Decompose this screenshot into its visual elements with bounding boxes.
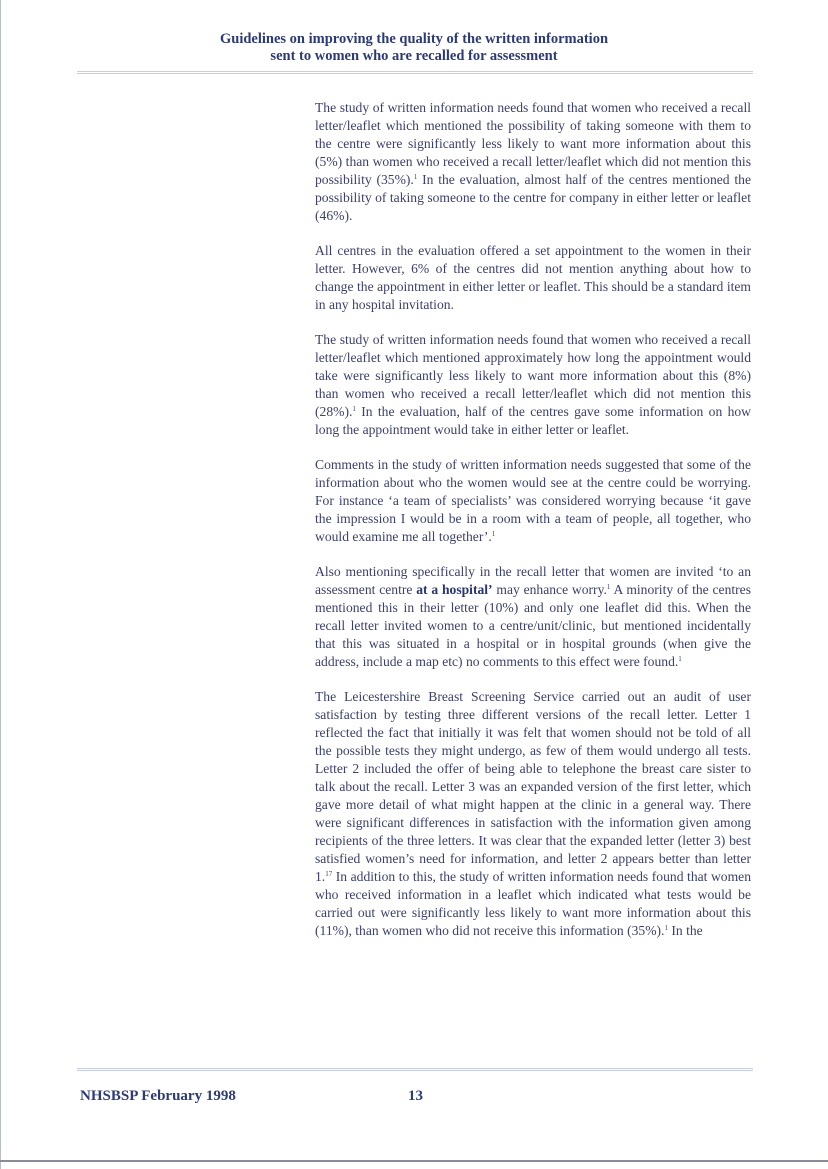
page-number: 13 [408, 1088, 423, 1104]
footer-publication: NHSBSP February 1998 [80, 1088, 236, 1104]
header-title-line-2: sent to women who are recalled for assessment [270, 48, 558, 64]
footer-rule [77, 1068, 753, 1072]
reference-mark: 1 [678, 655, 682, 663]
page-left-edge [0, 0, 1, 1169]
reference-mark: 1 [491, 530, 496, 538]
reference-mark: 1 [664, 924, 668, 932]
paragraph-3: The study of written information needs found that women who received a recall letter/leaflet which mentioned approximately how long the appointment would take were significantly less likely to want more information about this (8%) than women who received a recall letter/leaflet which did not mention this (28%).$^1$ In the evaluation, half of the centres gave some information on how long the appointment would take in either letter or leaflet. [315, 332, 751, 437]
reference-mark: 1 [413, 173, 418, 181]
reference-mark: 17 [325, 870, 333, 878]
paragraph-4: Comments in the study of written information needs suggested that some of the information about who the women would see at the centre could be worrying. For instance ‘a team of specialists’ was considered worrying because ‘it gave the impression I would be in a room with a team of people, all together, who would examine me all together’.$^1$ [315, 457, 751, 544]
emphasis-text: at a hospital’ [416, 582, 493, 597]
paragraph-2: All centres in the evaluation offered a set appointment to the women in their letter. However, 6% of the centres did not mention anything about how to change the appointment in either letter or leaflet. This should be a standard item in any hospital invitation. [315, 243, 751, 312]
body-text [315, 99, 751, 957]
reference-mark: 1 [352, 405, 356, 413]
paragraph-1: The study of written information needs found that women who received a recall letter/leaflet which mentioned the possibility of taking someone with them to the centre were significantly less likely to want more information about this (5%) than women who received a recall letter/leaflet which did not mention this possibility (35%).$^1$ In the evaluation, almost half of the centres mentioned the possibility of taking someone to the centre for company in either letter or leaflet (46%). [315, 100, 752, 223]
header-rule [77, 71, 753, 75]
paragraph-5: Also mentioning specifically in the recall letter that women are invited ‘to an assessment centre at a hospital’ may enhance worry.$^1$ A minority of the centres mentioned this in their letter (10%) and only one leaflet did this. When the recall letter invited women to a centre/unit/clinic, but mentioned incidentally that this was situated in a hospital or in hospital grounds (when give the address, include a map etc) no comments to this effect were found.$^1$ [315, 564, 751, 669]
page-header [0, 31, 828, 65]
page-bottom-edge [0, 1160, 828, 1162]
paragraph-6: The Leicestershire Breast Screening Service carried out an audit of user satisfaction by testing three different versions of the recall letter. Letter 1 reflected the fact that initially it was felt that women should not be told of all the possible tests they might undergo, as few of them would undergo all tests. Letter 2 included the offer of being able to telephone the breast care sister to talk about the recall. Letter 3 was an expanded version of the first letter, which gave more detail of what might happen at the clinic in a general way. There were significant differences in satisfaction with the information given among recipients of the three letters. It was clear that the expanded letter (letter 3) best satisfied women’s need for information, and letter 2 appears better than letter 1.17 In addition to this, the study of written information needs found that women who received information in a leaflet which indicated what tests would be carried out were significantly less likely to want more information about this (11%), than women who did not receive this information (35%).$^1$ In the [315, 689, 751, 938]
reference-mark: 1 [606, 583, 611, 591]
header-title-line-1: Guidelines on improving the quality of the written information [219, 31, 609, 47]
